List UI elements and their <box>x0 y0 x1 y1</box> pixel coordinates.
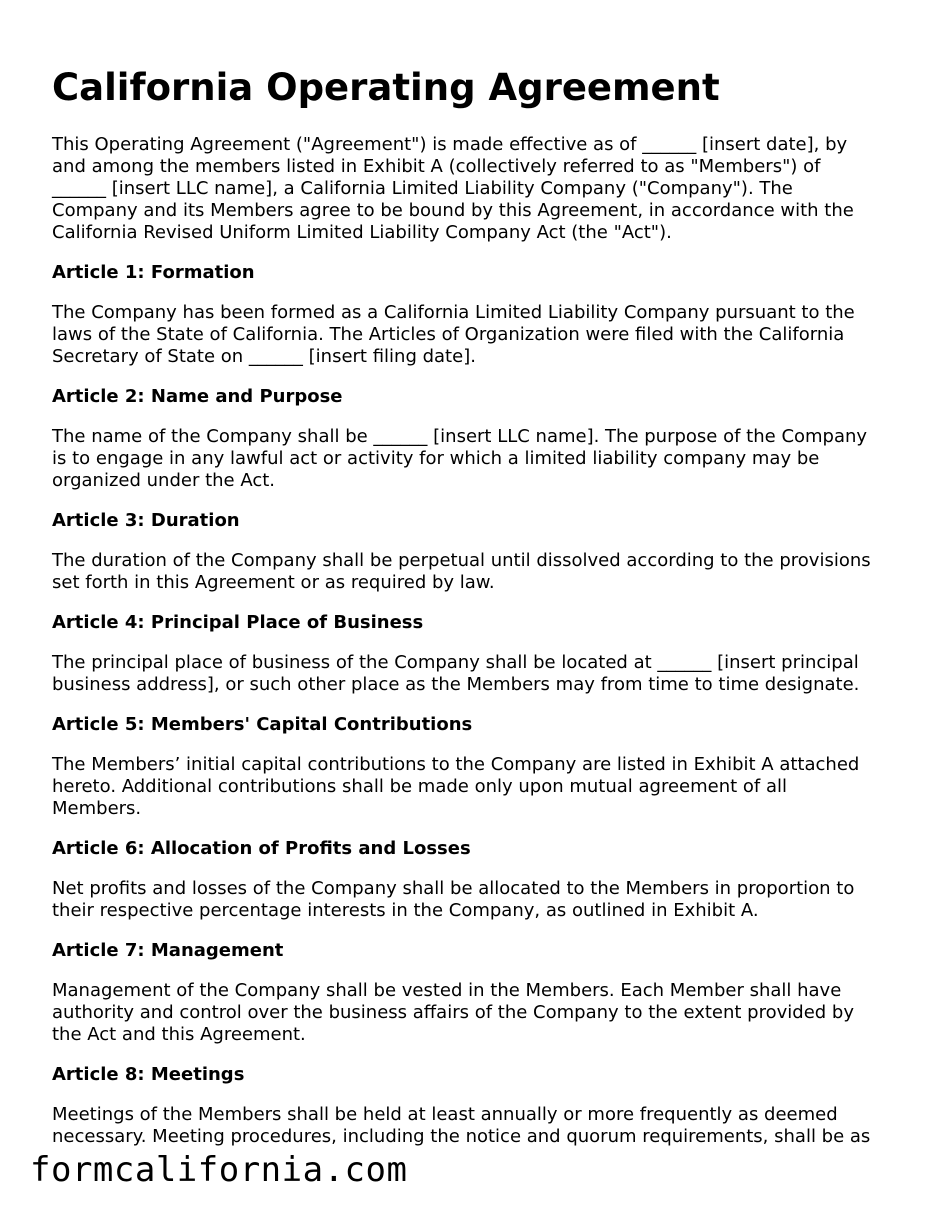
body-line: The duration of the Company shall be perpetual until dissolved according to the provisions <box>52 550 871 571</box>
article-8-body <box>52 1104 892 1148</box>
intro-paragraph <box>52 134 892 244</box>
body-line: Secretary of State on ______ [insert filing date]. <box>52 346 476 367</box>
body-line: hereto. Additional contributions shall be made only upon mutual agreement of all <box>52 776 788 797</box>
body-line: necessary. Meeting procedures, including the notice and quorum requirements, shall be as <box>52 1126 871 1147</box>
article-7-heading: Article 7: Management <box>52 940 284 961</box>
body-line: laws of the State of California. The Articles of Organization were filed with the California <box>52 324 845 345</box>
article-4-heading: Article 4: Principal Place of Business <box>52 612 424 633</box>
article-2-heading: Article 2: Name and Purpose <box>52 386 343 407</box>
article-3-body <box>52 550 892 594</box>
body-line: organized under the Act. <box>52 470 276 491</box>
body-line: The Members’ initial capital contributions to the Company are listed in Exhibit A attached <box>52 754 860 775</box>
body-line: the Act and this Agreement. <box>52 1024 306 1045</box>
site-watermark: formcalifornia.com <box>30 1150 408 1190</box>
article-3-heading: Article 3: Duration <box>52 510 240 531</box>
article-1-body <box>52 302 892 368</box>
article-5-heading: Article 5: Members' Capital Contributions <box>52 714 473 735</box>
article-1-heading: Article 1: Formation <box>52 262 255 283</box>
article-6-heading: Article 6: Allocation of Profits and Losses <box>52 838 471 859</box>
intro-line: This Operating Agreement ("Agreement") is made effective as of ______ [insert date], by <box>52 134 848 155</box>
body-line: Meetings of the Members shall be held at least annually or more frequently as deemed <box>52 1104 838 1125</box>
article-6-body <box>52 878 892 922</box>
article-7-body <box>52 980 892 1046</box>
intro-line: and among the members listed in Exhibit A (collectively referred to as "Members") of <box>52 156 821 177</box>
body-line: The Company has been formed as a California Limited Liability Company pursuant to the <box>52 302 855 323</box>
body-line: The name of the Company shall be ______ [insert LLC name]. The purpose of the Company <box>52 426 868 447</box>
body-line: business address], or such other place as the Members may from time to time designate. <box>52 674 860 695</box>
body-line: is to engage in any lawful act or activity for which a limited liability company may be <box>52 448 820 469</box>
document-title: California Operating Agreement <box>52 66 720 109</box>
body-line: Management of the Company shall be vested in the Members. Each Member shall have <box>52 980 842 1001</box>
intro-line: California Revised Uniform Limited Liability Company Act (the "Act"). <box>52 222 672 243</box>
body-line: Members. <box>52 798 142 819</box>
intro-line: ______ [insert LLC name], a California Limited Liability Company ("Company"). The <box>52 178 793 199</box>
intro-line: Company and its Members agree to be bound by this Agreement, in accordance with the <box>52 200 854 221</box>
article-2-body <box>52 426 892 492</box>
body-line: their respective percentage interests in the Company, as outlined in Exhibit A. <box>52 900 759 921</box>
body-line: The principal place of business of the Company shall be located at ______ [insert principal <box>52 652 859 673</box>
article-4-body <box>52 652 892 696</box>
article-5-body <box>52 754 892 820</box>
body-line: authority and control over the business affairs of the Company to the extent provided by <box>52 1002 855 1023</box>
body-line: Net profits and losses of the Company shall be allocated to the Members in proportion to <box>52 878 855 899</box>
body-line: set forth in this Agreement or as required by law. <box>52 572 495 593</box>
article-8-heading: Article 8: Meetings <box>52 1064 245 1085</box>
